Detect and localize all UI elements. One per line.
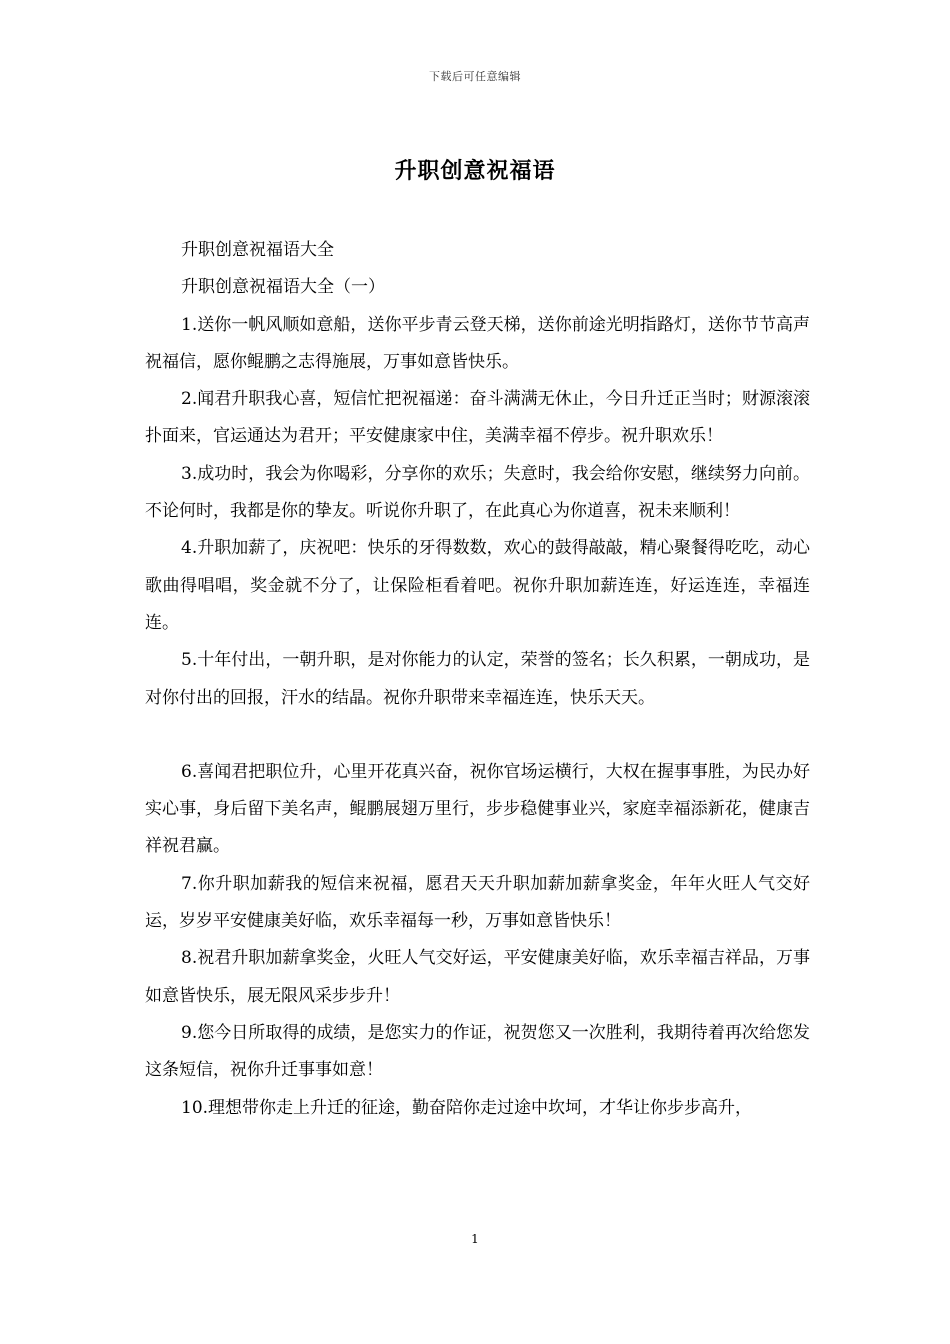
section-heading: 升职创意祝福语大全（一） bbox=[181, 277, 385, 298]
list-item: 8.祝君升职加薪拿奖金，火旺人气交好运，平安健康美好临，欢乐幸福吉祥品，万事如意皆快乐，展无限风采步步升！ bbox=[145, 948, 810, 1006]
list-item: 4.升职加薪了，庆祝吧：快乐的牙得数数，欢心的鼓得敲敲，精心聚餐得吃吃，动心歌曲得唱唱，奖金就不分了，让保险柜看着吧。祝你升职加薪连连，好运连连，幸福连连。 bbox=[145, 538, 810, 633]
document-title: 升职创意祝福语 bbox=[394, 158, 556, 184]
list-item: 1.送你一帆风顺如意船，送你平步青云登天梯，送你前途光明指路灯，送你节节高声祝福信，愿你鲲鹏之志得施展，万事如意皆快乐。 bbox=[145, 314, 810, 372]
list-item: 10.理想带你走上升迁的征途，勤奋陪你走过途中坎坷，才华让你步步高升， bbox=[181, 1097, 753, 1118]
list-item: 7.你升职加薪我的短信来祝福，愿君天天升职加薪加薪拿奖金，年年火旺人气交好运，岁岁平安健康美好临，欢乐幸福每一秒，万事如意皆快乐！ bbox=[145, 873, 810, 932]
list-item: 6.喜闻君把职位升，心里开花真兴奋，祝你官场运横行，大权在握事事胜，为民办好实心事，身后留下美名声，鲲鹏展翅万里行，步步稳健事业兴，家庭幸福添新花，健康吉祥祝君赢。 bbox=[145, 761, 810, 857]
header-note: 下载后可任意编辑 bbox=[429, 70, 521, 83]
list-item: 3.成功时，我会为你喝彩，分享你的欢乐；失意时，我会给你安慰，继续努力向前。不论何时，我都是你的挚友。听说你升职了，在此真心为你道喜，祝未来顺利！ bbox=[145, 463, 810, 522]
list-item: 5.十年付出，一朝升职，是对你能力的认定，荣誉的签名；长久积累，一朝成功，是对你付出的回报，汗水的结晶。祝你升职带来幸福连连，快乐天天。 bbox=[145, 650, 810, 708]
list-item: 2.闻君升职我心喜，短信忙把祝福递：奋斗满满无休止，今日升迁正当时；财源滚滚扑面来，官运通达为君开；平安健康家中住，美满幸福不停步。祝升职欢乐！ bbox=[145, 389, 810, 447]
page-number: 1 bbox=[471, 1232, 479, 1246]
blank-line bbox=[145, 717, 810, 754]
document-body bbox=[145, 232, 810, 1127]
subtitle: 升职创意祝福语大全 bbox=[181, 240, 334, 260]
list-item: 9.您今日所取得的成绩，是您实力的作证，祝贺您又一次胜利，我期待着再次给您发这条短信，祝你升迁事事如意！ bbox=[145, 1022, 810, 1081]
